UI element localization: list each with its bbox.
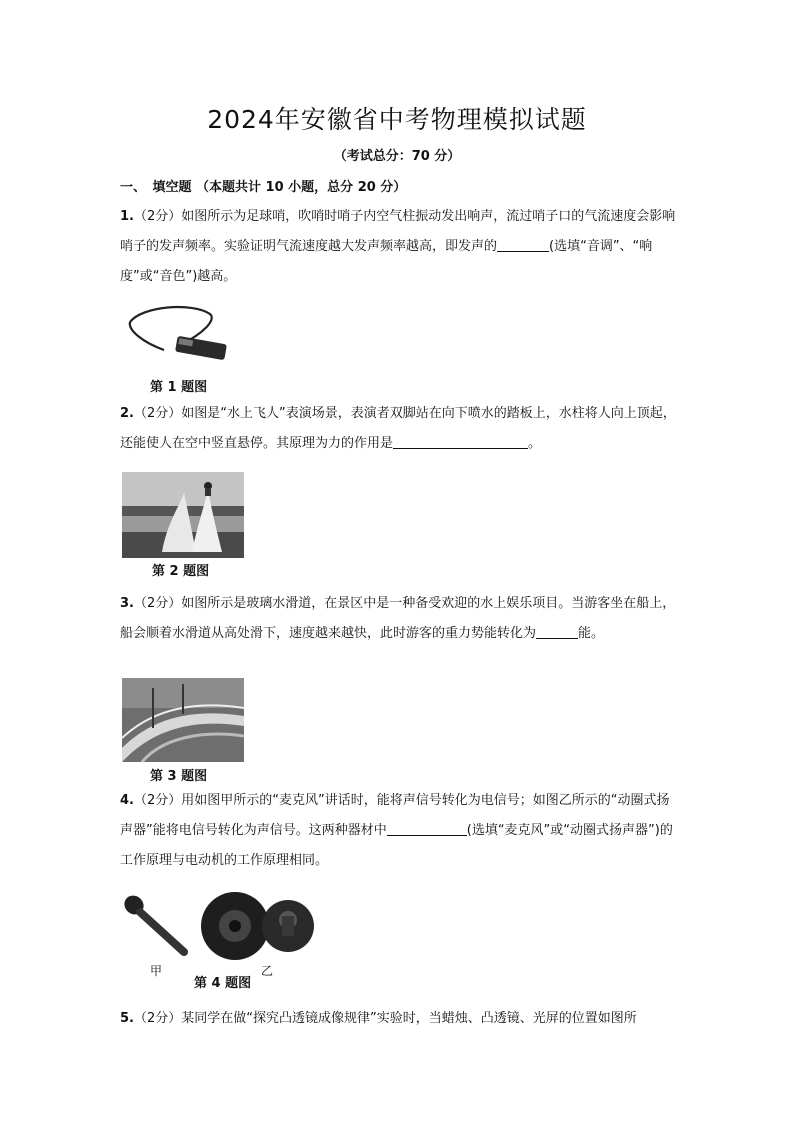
answer-blank[interactable] [393, 434, 528, 449]
question-3 [120, 589, 680, 649]
question-2 [120, 399, 680, 459]
section-heading: 一、 填空题 （本题共计 10 小题，总分 20 分） [120, 180, 407, 195]
question-text: （2分）用如图甲所示的“麦克风”讲话时，能将声信号转化为电信号；如图乙所示的“动圈式扬声器”能将电信号转化为声信号。这两种器材中 [120, 793, 670, 838]
question-number: 2. [120, 406, 134, 421]
question-text-tail: 。 [528, 436, 542, 451]
whistle-figure [122, 300, 232, 378]
question-text: （2分）如图是“水上飞人”表演场景，表演者双脚站在向下喷水的踏板上，水柱将人向上顶起，还能使人在空中竖直悬停。其原理为力的作用是 [120, 406, 676, 451]
label-yi: 乙 [261, 964, 274, 978]
question-number: 5. [120, 1011, 134, 1026]
answer-blank[interactable] [497, 237, 549, 252]
page-subtitle: （考试总分：70 分） [333, 149, 461, 164]
page-title: 2024年安徽省中考物理模拟试题 [207, 105, 587, 134]
question-text: （2分）如图所示是玻璃水滑道，在景区中是一种备受欢迎的水上娱乐项目。当游客坐在船上，船会顺着水滑道从高处滑下，速度越来越快，此时游客的重力势能转化为 [120, 596, 676, 641]
question-text-tail: (选填“麦克风”或“动圈式扬声器”)的工作原理与电动机的工作原理相同。 [120, 823, 673, 868]
question-number: 3. [120, 596, 134, 611]
question-text-tail: 能。 [578, 626, 605, 641]
question-text: （2分）如图所示为足球哨，吹哨时哨子内空气柱振动发出响声，流过哨子口的气流速度会影响哨子的发声频率。实验证明气流速度越大发声频率越高，即发声的 [120, 209, 676, 254]
question-number: 4. [120, 793, 134, 808]
figure-caption: 第 2 题图 [152, 564, 210, 579]
question-1 [120, 202, 680, 292]
label-jia: 甲 [150, 964, 163, 978]
glass-slide-photo [122, 678, 244, 762]
answer-blank[interactable] [536, 624, 578, 639]
question-4 [120, 786, 680, 876]
question-text: （2分）某同学在做“探究凸透镜成像规律”实验时，当蜡烛、凸透镜、光屏的位置如图所 [133, 1011, 637, 1026]
figure-caption: 第 1 题图 [150, 380, 208, 395]
microphone-speaker-figure [122, 890, 317, 964]
water-flyer-photo [122, 472, 244, 558]
question-text-tail: (选填“音调”、“响度”或“音色”)越高。 [120, 239, 653, 284]
figure-caption: 第 3 题图 [150, 769, 208, 784]
answer-blank[interactable] [387, 821, 467, 836]
figure-caption: 第 4 题图 [194, 976, 252, 991]
question-5 [120, 1004, 690, 1034]
question-number: 1. [120, 209, 134, 224]
